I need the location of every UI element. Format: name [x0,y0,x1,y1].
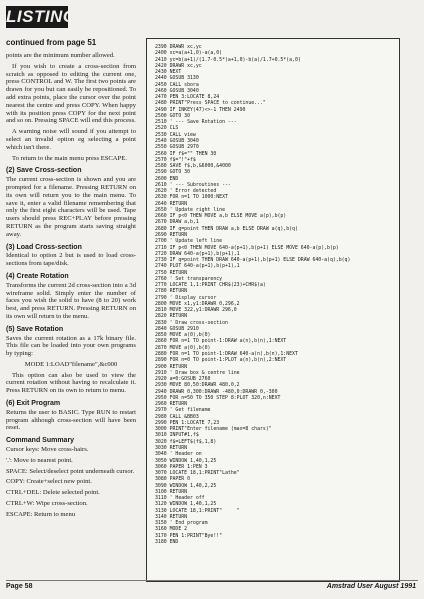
listing-line: 2710 IF p<0 THEN MOVE 640-a(p+1),b(p+1) ELSE MOVE 640-a(p),b(p) [155,244,339,251]
listing-line: 2400 xc=a(a+1,0)-a(a,0) [155,50,223,57]
listing-line: 2740 PLOT 640-a(p+1),b(p+1),1 [155,263,240,270]
paragraph: points are the minimum number allowed. [6,52,115,59]
listing-line: 3000 PRINT"Enter filename (max=8 chars)" [155,426,272,433]
paragraph: Identical to option 2 but is used to load cross-sections from tape/disk. [6,252,136,268]
listing-line: 2970 ' Get filename [155,407,211,414]
listing-line: 2590 GOTO 30 [155,169,190,176]
listing-line: 2610 ' --- Subroutines --- [155,181,231,188]
listing-line: 2800 MOVE x1,y1:DRAWR 0,296,2 [155,300,240,307]
listing-line: 2450 CALL sbora [155,81,199,88]
listing-line: 2550 GOSUB 2970 [155,144,199,151]
listing-line: 2990 PEN 1:LOCATE 7,23 [155,419,220,426]
listing-line: 2960 RETURN [155,401,188,408]
listing-logo: LISTING [6,7,77,26]
listing-line: 3020 f$=LEFT$(f$,1,8) [155,438,217,445]
listing-line: 2880 FOR n=1 TO point-1:DRAW 640-a(n),b(n),1:NEXT [155,351,298,358]
listing-line: 2420 DRAWR xc,yc [155,62,202,69]
listing-line: 2870 MOVE a(0),b(0) [155,344,211,351]
listing-line: 3060 PAPER 1:PEN 3 [155,463,208,470]
listing-line: 2490 IF INKEY(47)<>-1 THEN 2490 [155,106,246,113]
listing-line: 3120 WINDOW 1,40,1,25 [155,501,217,508]
listing-line: 3010 INPUT#1,f$ [155,432,199,439]
summary-line: CTRL+DEL: Delete selected point. [6,489,100,497]
listing-line: 2430 NEXT [155,69,182,76]
listing-line: 3050 WINDOW 1,40,1,25 [155,457,217,464]
continued-note: continued from page 51 [6,38,97,47]
listing-line: 2830 ' Draw cross-section [155,319,228,326]
listing-line: 3150 ' End program [155,520,208,527]
code-listing [146,38,400,582]
page-number: Page 58 [6,583,33,590]
listing-line: 3070 LOCATE 18,1:PRINT"Lathe" [155,470,240,477]
listing-line: 3180 END [155,538,179,545]
listing-line: 2540 GOSUB 3040 [155,137,199,144]
listing-line: 2410 yc=b(a+1)/(1.7-0.5*(a+1,0)-b(a)/1.7+0.5*(a,0) [155,56,301,63]
listing-line: 2680 IF q=point THEN DRAW a,b ELSE DRAW a(q),b(q) [155,225,298,232]
summary-line: COPY: Create+select new point. [6,478,92,486]
listing-line: 2690 RETURN [155,231,188,238]
listing-line: 2810 MOVE 322,y1:DRAWR 296,0 [155,307,237,314]
listing-line: 2560 IF f$="" THEN 30 [155,150,217,157]
listing-line: 3140 RETURN [155,513,188,520]
section-heading: (5) Save Rotation [6,325,64,333]
section-heading: Command Summary [6,437,75,445]
listing-line: 2480 PRINT"Press SPACE to continue..." [155,100,266,107]
section-heading: (6) Exit Program [6,400,61,408]
listing-line: 2390 DRAWR xc,yc [155,44,202,50]
summary-line: ESCAPE: Return to menu [6,510,76,518]
listing-line: 3080 PAPER 0 [155,476,190,483]
listing-line: 3110 ' Header off [155,495,205,502]
summary-line: Cursor keys: Move cross-hairs. [6,446,89,454]
listing-line: 2600 END [155,175,179,182]
listing-line: 2470 PEN 3:LOCATE 8,24 [155,94,220,101]
section-heading: (2) Save Cross-section [6,167,82,175]
listing-line: 2770 LOCATE 1,1:PRINT CHR$(23)+CHR$(a) [155,282,266,289]
listing-line: 2760 ' Set transparency [155,275,223,282]
listing-line: 2860 FOR n=1 TO point-1:DRAW a(n),b(n),1:NEXT [155,338,287,345]
paragraph: A warning noise will sound if you attempt to select an invalid option eg selecting a point which isn't there. [6,128,136,151]
paragraph: The current cross-section is shown and you are prompted for a filename. Pressing RETURN on its own will return you to the main menu. To save it, enter a valid filename remembering that only the first eight characters will be used. Tape users should press REC+PLAY before pressing RETURN as the program starts saving straight away. [6,176,136,238]
paragraph: This option can also be used to view the current rotation without having to recalculate it. Press RETURN on its own to return to menu. [6,371,136,395]
listing-line: 2620 ' Error detected [155,188,217,195]
listing-line: 2790 ' Display cursor [155,294,217,301]
listing-line: 2650 ' Update right line [155,206,225,213]
summary-line: CTRL+W: Wipe cross-section. [6,500,88,508]
listing-line: 2580 SAVE f$,b,&6000,&4000 [155,163,231,170]
listing-line: 2500 GOTO 30 [155,112,190,119]
listing-line: 2930 MOVE 80,50:DRAWR 480,0,2 [155,382,240,389]
listing-line: 2920 a=0:GOSUB 2760 [155,376,211,383]
section-heading: (3) Load Cross-section [6,243,82,251]
listing-line: 2440 GOSUB 3130 [155,75,199,82]
listing-line: 3040 ' Header on [155,451,202,458]
listing-line: 2530 CALL view [155,131,196,138]
listing-line: 2750 RETURN [155,269,188,276]
code-line: MODE 1:LOAD"filename",&c000 [24,360,118,368]
listing-line: 2660 IF p<0 THEN MOVE a,b ELSE MOVE a(p),b(p) [155,213,287,220]
listing-line: 2820 RETURN [155,313,188,320]
paragraph: Returns the user to BASIC. Type RUN to restart program although cross-section will have been reset. [6,408,136,432]
paragraph: Transforms the current 2d cross-section into a 3d wireframe solid. Simply enter the number of faces you wish the solid to have (8 to 20) work best, and press RETURN. Pressing RETURN on its own will return to the menu. [6,281,136,320]
listing-line: 2730 IF q=point THEN DRAW 640-a(p+1),b(p+1) ELSE DRAW 640-a(q),b(q) [155,257,351,264]
listing-line: 2670 DRAW a,b,1 [155,219,199,226]
listing-line: 2940 DRAWR 0,300:DRAWR -480,0:DRAWR 0,-300 [155,388,278,395]
listing-line: 3030 RETURN [155,445,188,451]
listing-line: 3090 WINDOW 1,40,2,25 [155,482,217,489]
listing-line: 2890 FOR n=0 TO point-1:PLOT a(n),b(n),2:NEXT [155,357,287,364]
paragraph: If you wish to create a cross-section from scratch as opposed to editing the current one, press CONTROL and W. The first two points are drawn for you but can easily be repositioned. To add extra points, place the cursor over the point nearest the centre and press COPY. When happy with its position press COPY for the next point and so on. Pressing SPACE will end this process. [6,62,136,125]
summary-line: '.': Move to nearest point. [6,456,73,464]
magazine-issue: Amstrad User August 1991 [326,583,416,590]
listing-line: 3130 LOCATE 18,1:PRINT" " [155,507,240,514]
listing-line: 2900 RETURN [155,363,188,370]
listing-line: 2520 CLS [155,125,179,132]
listing-line: 2950 FOR n=50 TO 350 STEP 8:PLOT 320,n:NEXT [155,394,281,401]
listing-line: 2720 DRAW 640-a(p+1),b(p+1),1 [155,250,240,257]
listing-line: 3160 MODE 2 [155,526,188,533]
section-heading: (4) Create Rotation [6,272,69,280]
listing-line: 2460 GOSUB 3040 [155,87,199,94]
listing-line: 2780 RETURN [155,288,188,295]
listing-line: 2840 GOSUB 2910 [155,325,199,332]
listing-line: 3170 PEN 1:PRINT"Bye!!" [155,532,223,539]
footer-rule [6,580,418,581]
listing-line: 2910 ' Draw box & centre line [155,369,240,376]
listing-line: 2640 RETURN [155,200,188,207]
listing-line: 2630 FOR n=1 TO 1000:NEXT [155,194,228,201]
listing-line: 2510 ' --- Save Rotation --- [155,119,237,126]
paragraph: Saves the current rotation as a 17k binary file. This file can be loaded into your own programs by typing: [6,334,136,358]
listing-line: 2980 CALL &BB03 [155,413,199,420]
listing-line: 2700 ' Update left line [155,238,223,245]
listing-line: 2850 MOVE a(0),b(0) [155,332,211,339]
article-text [6,52,136,572]
listing-line: 3100 RETURN [155,488,188,495]
summary-line: SPACE: Select/deselect point underneath cursor. [6,467,135,475]
listing-line: 2570 f$="!"+f$ [155,156,196,163]
paragraph: To return to the main menu press ESCAPE. [12,154,127,162]
